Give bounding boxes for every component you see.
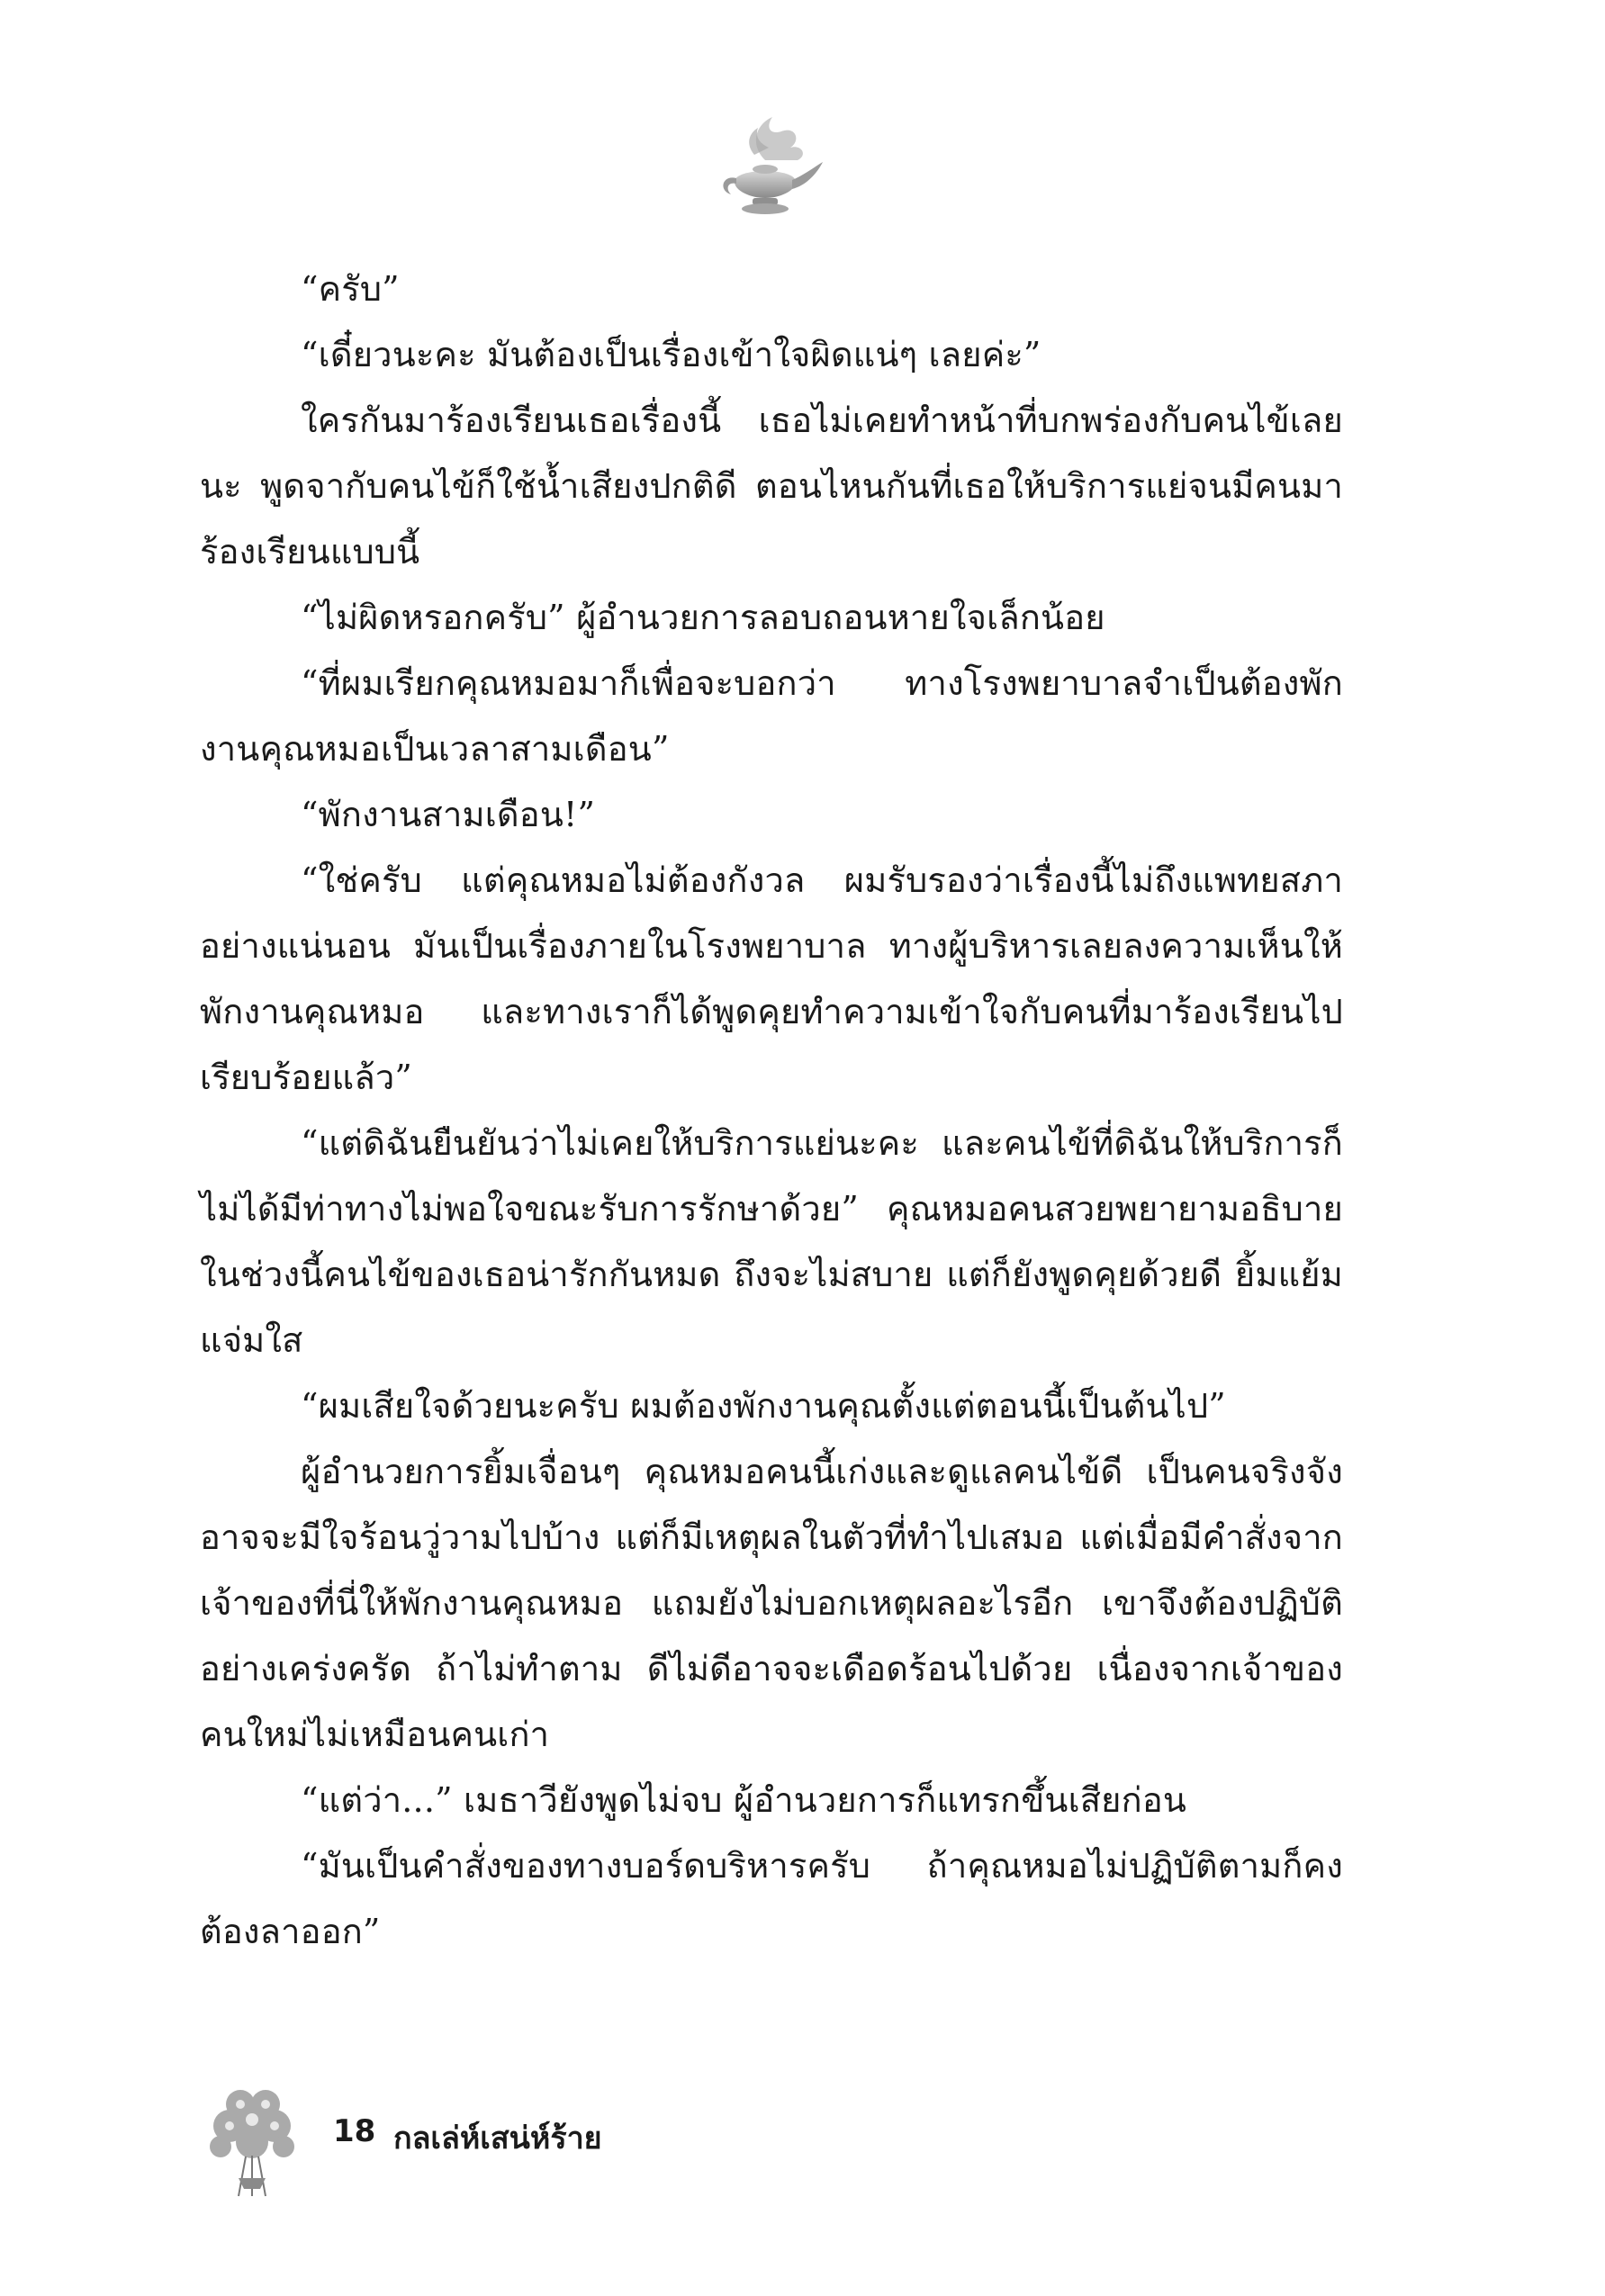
paragraph: “ไม่ผิดหรอกครับ” ผู้อำนวยการลอบถอนหายใจเล็กน้อย	[301, 598, 1105, 637]
paragraph: “มันเป็นคำสั่งของทางบอร์ดบริหารครับ ถ้าคุณหมอไม่ปฏิบัติตามก็คงต้องลาออก”	[200, 1846, 1343, 1951]
paragraph: “ผมเสียใจด้วยนะครับ ผมต้องพักงานคุณตั้งแต่ตอนนี้เป็นต้นไป”	[301, 1386, 1226, 1426]
magic-lamp-icon	[702, 108, 828, 225]
flower-bouquet-icon	[185, 2070, 320, 2205]
page-footer	[185, 2070, 815, 2205]
paragraph: “เดี๋ยวนะคะ มันต้องเป็นเรื่องเข้าใจผิดแน่ๆ เลยค่ะ”	[301, 335, 1041, 374]
paragraph: “แต่ว่า...” เมธาวียังพูดไม่จบ ผู้อำนวยการก็แทรกขึ้นเสียก่อน	[301, 1780, 1187, 1820]
paragraph: “ครับ”	[301, 269, 400, 309]
book-title: กลเล่ห์เสน่ห์ร้าย	[393, 2120, 602, 2156]
paragraph: ใครกันมาร้องเรียนเธอเรื่องนี้ เธอไม่เคยทำหน้าที่บกพร่องกับคนไข้เลยนะ พูดจากับคนไข้ก็ใช้น้ำเสียงปกติดี ตอนไหนกันที่เธอให้บริการแย่จนมีคนมาร้องเรียนแบบนี้	[200, 401, 1343, 572]
page-number: 18	[333, 2113, 376, 2149]
paragraph: “ที่ผมเรียกคุณหมอมาก็เพื่อจะบอกว่า ทางโรงพยาบาลจำเป็นต้องพักงานคุณหมอเป็นเวลาสามเดือน”	[200, 663, 1343, 769]
paragraph: “พักงานสามเดือน!”	[301, 795, 596, 834]
paragraph: “แต่ดิฉันยืนยันว่าไม่เคยให้บริการแย่นะคะ และคนไข้ที่ดิฉันให้บริการก็ไม่ได้มีท่าทางไม่พอใจขณะรับการรักษาด้วย” คุณหมอคนสวยพยายามอธิบาย ในช่วงนี้คนไข้ของเธอน่ารักกันหมด ถึงจะไม่สบาย แต่ก็ยังพูดคุยด้วยดี ยิ้มแย้มแจ่มใส	[200, 1123, 1343, 1360]
paragraph: “ใช่ครับ แต่คุณหมอไม่ต้องกังวล ผมรับรองว่าเรื่องนี้ไม่ถึงแพทยสภาอย่างแน่นอน มันเป็นเรื่องภายในโรงพยาบาล ทางผู้บริหารเลยลงความเห็นให้พักงานคุณหมอ และทางเราก็ได้พูดคุยทำความเข้าใจกับคนที่มาร้องเรียนไปเรียบร้อยแล้ว”	[200, 860, 1343, 1097]
body-text	[200, 257, 1343, 1965]
paragraph: ผู้อำนวยการยิ้มเจื่อนๆ คุณหมอคนนี้เก่งและดูแลคนไข้ดี เป็นคนจริงจัง อาจจะมีใจร้อนวู่วามไปบ้าง แต่ก็มีเหตุผลในตัวที่ทำไปเสมอ แต่เมื่อมีคำสั่งจากเจ้าของที่นี่ให้พักงานคุณหมอ แถมยังไม่บอกเหตุผลอะไรอีก เขาจึงต้องปฏิบัติอย่างเคร่งครัด ถ้าไม่ทำตาม ดีไม่ดีอาจจะเดือดร้อนไปด้วย เนื่องจากเจ้าของคนใหม่ไม่เหมือนคนเก่า	[200, 1452, 1343, 1754]
